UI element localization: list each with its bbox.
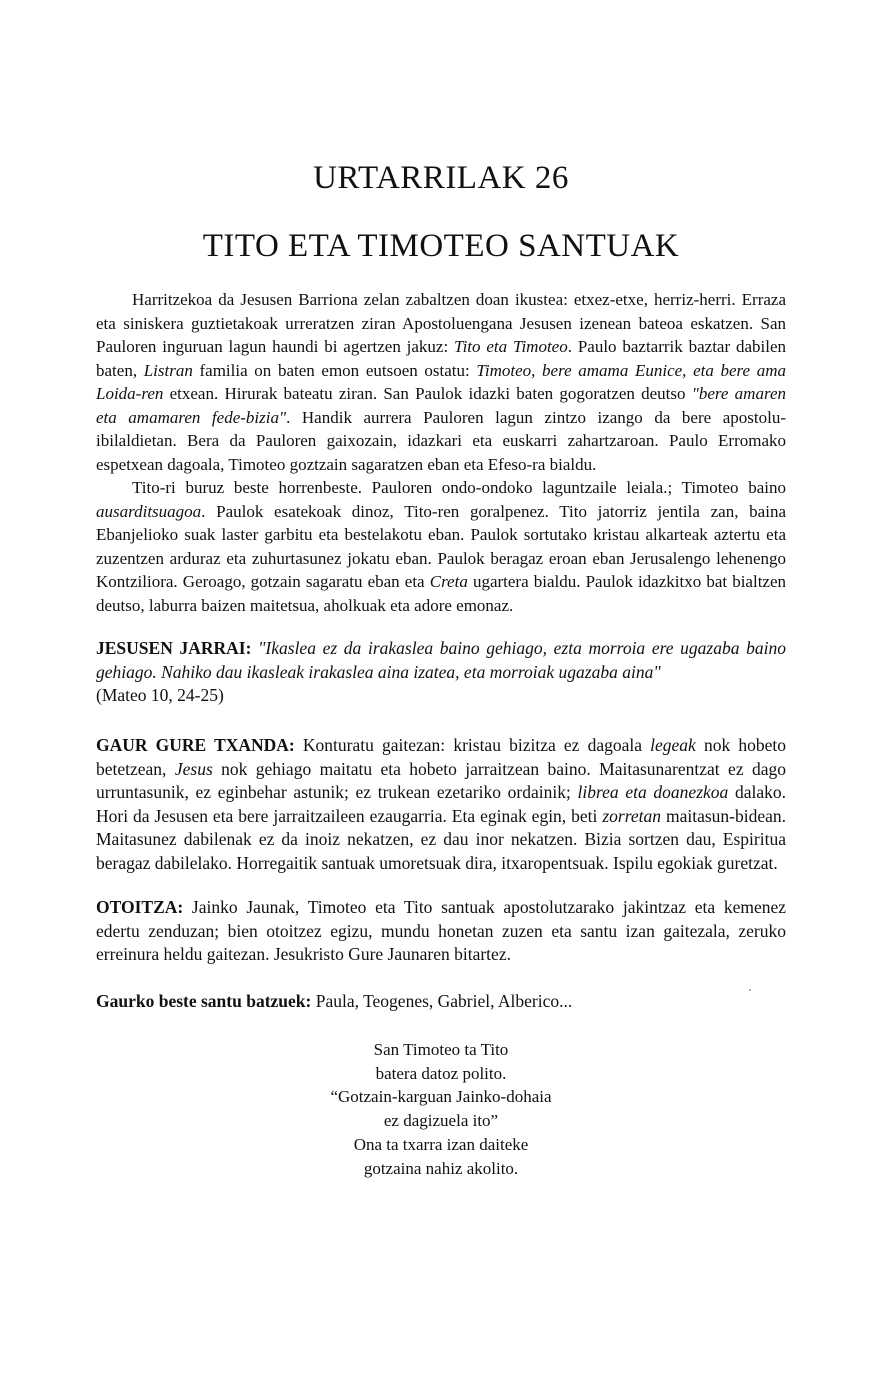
italic-run: Listran — [143, 360, 193, 380]
section-label: OTOITZA: — [96, 897, 184, 917]
date-heading: URTARRILAK 26 — [313, 160, 569, 196]
other-saints-list: Paula, Teogenes, Gabriel, Alberico... — [311, 991, 573, 1011]
poem-line: “Gotzain-karguan Jainko-dohaia — [330, 1087, 552, 1107]
scan-speck — [749, 989, 751, 991]
gaur-gure-txanda-section — [96, 734, 786, 875]
italic-run: Creta — [429, 572, 468, 591]
text-run: Harritzekoa da Jesusen Barriona zelan zabaltzen doan ikustea: etxez-etxe, herriz-herri. Erraza eta siniskera guztietakoak urreratzen ziran Apostoluengana Jesusen izenean bateoa eskatzen. San Pauloren inguruan lagun haundi bi agertzen jakuz: — [96, 290, 786, 356]
text-run: familia on baten emon eutsoen ostatu: — [192, 360, 477, 380]
text-run: maitasun-bidean. Maitasunez dabilenak ez da inoiz nekatzen, ez dau inor nekatzen. Bizia sortzen dau, Espiritua beragaz dabilelako. Horregaitik santuak umoretsuak dira, itxaropentsuak. Ispilu egokiak guretzat. — [96, 805, 787, 873]
italic-run: ausarditsuagoa — [96, 501, 202, 521]
text-run: Konturatu gaitezan: kristau bizitza ez dagoala — [294, 735, 651, 755]
italic-run: Timoteo, bere amama Eunice, eta bere ama Loida-ren — [96, 360, 786, 403]
text-run: . Handik aurrera Pauloren lagun zintzo izango da bere apostolu-ibilaldietan. Bera da Pauloren gaixozain, idazkari eta euskarri zahartzaroan. Paulo Erromako espetxean dagoala, Timoteo goztzain sagaratzen eban eta Efeso-ra bialdu. — [96, 407, 786, 474]
text-run: . Paulok esatekoak dinoz, Tito-ren goralpenez. Tito jatorriz jentila zan, baina Ebanjelioko suak laster garbitu eta bestelakotu eban. Paulok sortutako kristau alkarteak aztertu eta zuzentzen arduraz eta zuhurtasunez jokatu eban. Paulok beragaz eroan eban Jerusalengo lehenengo Kontziliora. Geroago, gotzain sagaratu eban eta — [96, 501, 786, 591]
closing-poem — [96, 1038, 786, 1180]
gospel-reference: (Mateo 10, 24-25) — [96, 685, 224, 705]
section-label: GAUR GURE TXANDA: — [96, 735, 295, 755]
gospel-quote: "Ikaslea ez da irakaslea baino gehiago, ezta morroia ere ugazaba baino gehiago. Nahiko dau ikasleak irakaslea aina izatea, eta morroiak ugazaba aina" — [96, 638, 786, 682]
intro-paragraph-1 — [96, 288, 786, 476]
poem-line: batera datoz polito. — [375, 1063, 507, 1083]
text-run: dalako. Hori da Jesusen eta bere jarraitzaileen ezaugarria. Eta eginak egin, beti — [96, 782, 786, 826]
poem-line: ez dagizuela ito” — [383, 1111, 499, 1131]
section-label: Gaurko beste santu batzuek: — [96, 991, 312, 1011]
prayer-text: Jainko Jaunak, Timoteo eta Tito santuak apostolutzarako jakintzaz eta kemenez edertu zenduzan; bien otoitzez egizu, mundu honetan zuzen eta santu izan gaitezala, zeruko erreinura heldu gaitezan. Jesukristo Gure Jaunaren bitartez. — [96, 897, 786, 964]
intro-paragraph-2 — [96, 476, 786, 617]
poem-line: Ona ta txarra izan daiteke — [353, 1134, 529, 1154]
text-run: nok hobeto betetzean, — [96, 735, 786, 779]
otoitza-section — [96, 896, 786, 967]
text-run: . Paulo baztarrik baztar dabilen baten, — [96, 337, 786, 380]
italic-run: zorretan — [602, 805, 662, 826]
italic-run: Jesus — [174, 758, 213, 779]
italic-run: librea eta doanezkoa — [577, 782, 729, 802]
italic-run: legeak — [650, 735, 696, 755]
text-run: Tito-ri buruz beste horrenbeste. Pauloren ondo-ondoko laguntzaile leiala.; Timoteo baino — [132, 478, 786, 497]
italic-run: Tito eta Timoteo — [454, 337, 568, 356]
text-run: etxean. Hirurak bateatu ziran. San Paulok idazki baten gogoratzen deutso — [163, 384, 692, 403]
jesusen-jarrai-section — [96, 637, 786, 708]
poem-line: gotzaina nahiz akolito. — [363, 1158, 519, 1178]
text-run: ugartera bialdu. Paulok idazkitxo bat bialtzen deutso, laburra baizen maitetsua, aholkuak eta adore emonaz. — [96, 572, 787, 615]
other-saints-section — [96, 990, 786, 1014]
italic-run: "bere amaren eta amamaren fede-bizia" — [96, 384, 786, 427]
text-run: nok gehiago maitatu eta hobeto jarraitzean baino. Maitasunarentzat ez dago urruntasunik, ez eginbehar astunik; ez trukean ezetariko ordainik; — [96, 758, 787, 802]
section-label: JESUSEN JARRAI: — [96, 638, 252, 658]
intro-section — [96, 288, 786, 617]
poem-line: San Timoteo ta Tito — [373, 1040, 509, 1059]
saints-title: TITO ETA TIMOTEO SANTUAK — [202, 228, 680, 264]
